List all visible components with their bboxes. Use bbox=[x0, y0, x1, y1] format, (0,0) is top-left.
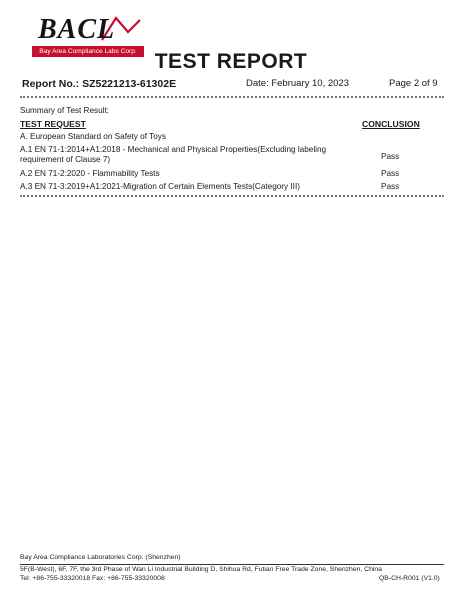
table-row-a1: A.1 EN 71-1:2014+A1:2018 - Mechanical and Physical Properties(Excluding labeling requirement of Clause 7) bbox=[20, 145, 327, 164]
column-header-conclusion: CONCLUSION bbox=[362, 119, 420, 129]
report-number: Report No.: SZ5221213-61302E bbox=[22, 78, 177, 90]
result-a2: Pass bbox=[381, 169, 400, 178]
logo-tagline: Bay Area Compliance Labs Corp. bbox=[32, 46, 144, 57]
page-title: TEST REPORT bbox=[154, 50, 308, 73]
table-row-a3: A.3 EN 71-3:2019+A1:2021-Migration of Certain Elements Tests(Category III) bbox=[20, 182, 300, 191]
footer-company: Bay Area Compliance Laboratories Corp. (Shenzhen) bbox=[20, 554, 181, 561]
table-row-a2: A.2 EN 71-2:2020 - Flammability Tests bbox=[20, 169, 160, 178]
footer-rule bbox=[20, 564, 444, 565]
logo-letters: BACL bbox=[38, 14, 116, 45]
footer-contact: Tel: +86-755-33320018 Fax: +86-755-33320008 bbox=[20, 575, 165, 582]
result-a1: Pass bbox=[381, 152, 400, 161]
page-indicator: Page 2 of 9 bbox=[389, 78, 438, 89]
column-header-request: TEST REQUEST bbox=[20, 119, 86, 129]
section-heading: A. European Standard on Safety of Toys bbox=[20, 132, 166, 141]
footer-address: 5F(B-West), 6F, 7F, the 3rd Phase of Wan Li Industrial Building D, Shihua Rd, Futian Free Trade Zone, Shenzhen, China bbox=[20, 566, 382, 573]
divider-bottom bbox=[20, 195, 444, 199]
divider-top bbox=[20, 96, 444, 100]
report-date: Date: February 10, 2023 bbox=[246, 78, 349, 89]
result-a3: Pass bbox=[381, 182, 400, 191]
summary-label: Summary of Test Result: bbox=[20, 106, 110, 115]
footer-form-code: QB-CH-R001 (V1.0) bbox=[379, 575, 440, 582]
